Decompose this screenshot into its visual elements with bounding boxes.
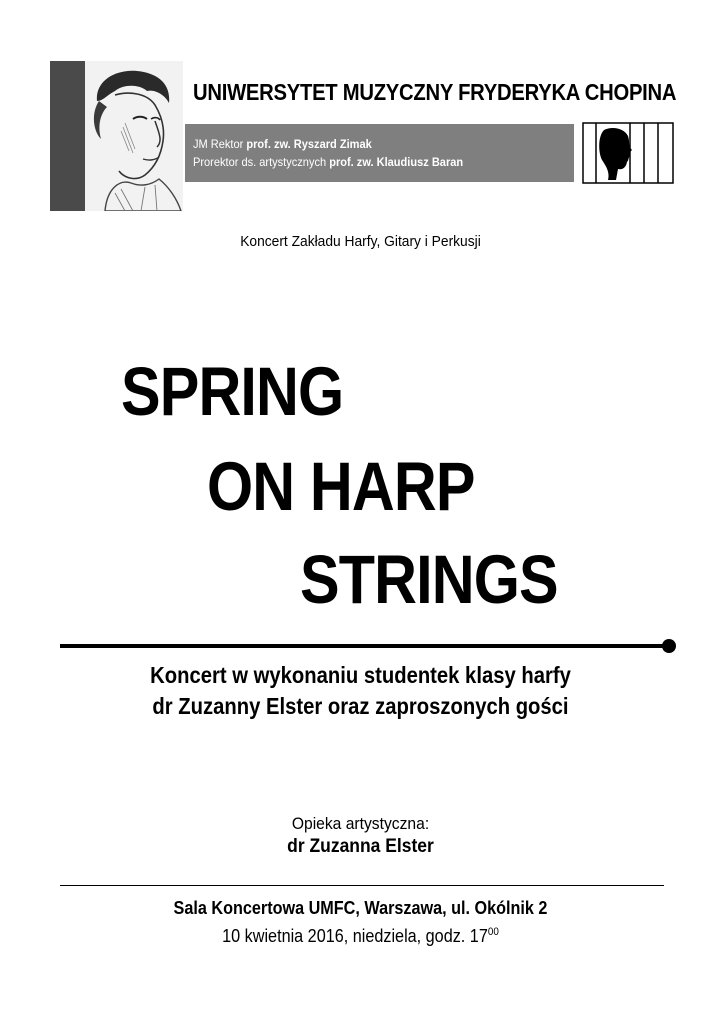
divider-dot bbox=[662, 639, 676, 653]
description-line-2: dr Zuzanny Elster oraz zaproszonych gości bbox=[152, 693, 569, 719]
prorector-prefix: Prorektor ds. artystycznych bbox=[193, 155, 330, 169]
title-line-1: SPRING bbox=[121, 353, 344, 430]
umfc-logo-icon bbox=[582, 122, 674, 184]
rector-line bbox=[193, 137, 372, 151]
date-text: 10 kwietnia 2016, niedziela, godz. 17 bbox=[222, 926, 488, 946]
header-dark-bar bbox=[50, 61, 85, 211]
chopin-portrait-icon bbox=[85, 61, 183, 211]
title-divider bbox=[60, 644, 666, 648]
title-line-2: ON HARP bbox=[207, 448, 475, 525]
rector-name: prof. zw. Ryszard Zimak bbox=[246, 137, 372, 151]
authorities-band bbox=[185, 124, 574, 182]
date-minutes: 00 bbox=[487, 926, 499, 938]
prorector-name: prof. zw. Klaudiusz Baran bbox=[329, 155, 464, 169]
concert-type: Koncert Zakładu Harfy, Gitary i Perkusji bbox=[240, 233, 481, 250]
rector-prefix: JM Rektor bbox=[193, 137, 247, 151]
prorector-line bbox=[193, 155, 463, 169]
venue: Sala Koncertowa UMFC, Warszawa, ul. Okólnik 2 bbox=[173, 898, 548, 918]
footer-divider bbox=[60, 885, 664, 886]
title-line-3: STRINGS bbox=[300, 541, 558, 618]
artistic-care-label: Opieka artystyczna: bbox=[291, 814, 430, 833]
university-name: UNIWERSYTET MUZYCZNY FRYDERYKA CHOPINA bbox=[193, 79, 677, 105]
date-time bbox=[36, 926, 685, 947]
description-line-1: Koncert w wykonaniu studentek klasy harfy bbox=[150, 662, 571, 688]
artistic-care-name: dr Zuzanna Elster bbox=[287, 836, 434, 857]
